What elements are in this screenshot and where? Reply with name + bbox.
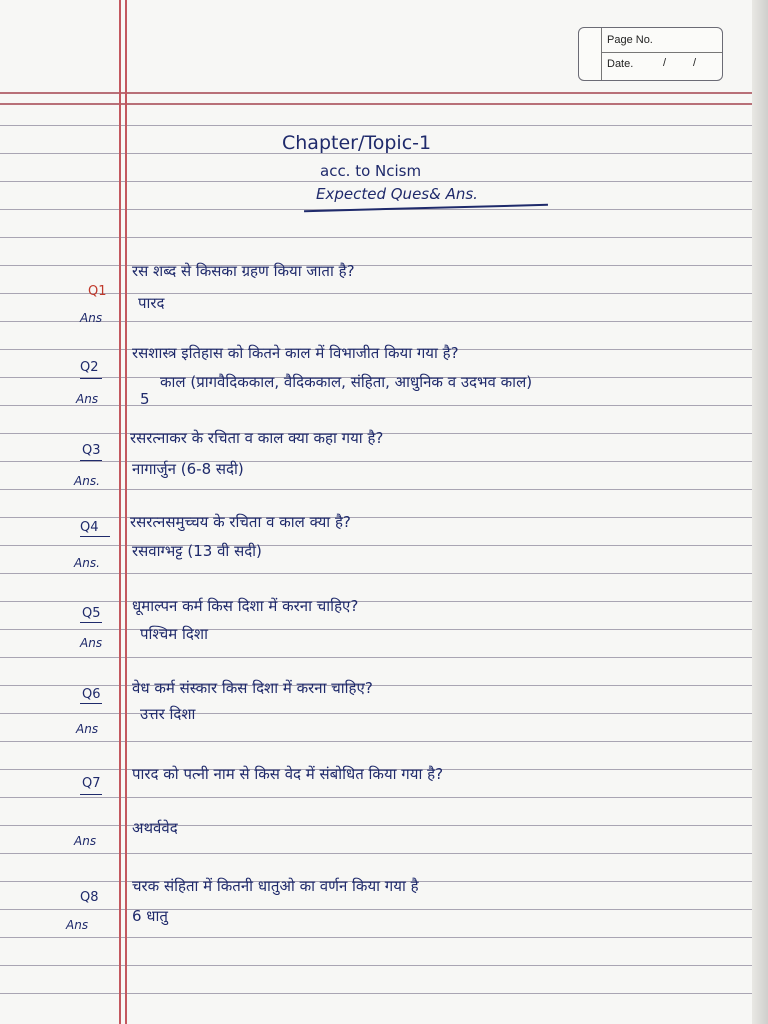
question-label: Q3 bbox=[82, 443, 101, 458]
ruled-line bbox=[0, 92, 754, 94]
ruled-line bbox=[0, 573, 754, 574]
ruled-line bbox=[0, 293, 754, 294]
ruled-line bbox=[0, 657, 754, 658]
question-text: पारद को पत्नी नाम से किस वेद में संबोधित किया गया है? bbox=[132, 765, 444, 783]
ruled-line bbox=[0, 489, 754, 490]
ruled-line bbox=[0, 909, 754, 910]
answer-text: रसवाग्भट्ट (13 वी सदी) bbox=[132, 542, 262, 560]
ruled-line bbox=[0, 825, 754, 826]
question-label: Q7 bbox=[82, 776, 101, 791]
margin-line-right bbox=[125, 0, 127, 1024]
ruled-line bbox=[0, 405, 754, 406]
ruled-line bbox=[0, 181, 754, 182]
ruled-line bbox=[0, 237, 754, 238]
ruled-line bbox=[0, 545, 754, 546]
question-label: Q5 bbox=[82, 606, 101, 621]
ruled-line bbox=[0, 685, 754, 686]
question-text: चरक संहिता में कितनी धातुओ का वर्णन किया गया है bbox=[132, 877, 419, 895]
page-number-box bbox=[578, 27, 723, 81]
answer-label: Ans bbox=[80, 636, 103, 650]
question-label: Q8 bbox=[80, 890, 99, 905]
ruled-line bbox=[0, 713, 754, 714]
question-text: रसरत्नसमुच्चय के रचिता व काल क्या है? bbox=[130, 513, 351, 531]
ruled-line bbox=[0, 265, 754, 266]
answer-label: Ans bbox=[80, 311, 103, 325]
ruled-line bbox=[0, 629, 754, 630]
answer-label: Ans bbox=[74, 834, 97, 848]
ruled-line bbox=[0, 797, 754, 798]
page-edge bbox=[752, 0, 768, 1024]
page-no-label: Page No. bbox=[607, 34, 653, 46]
page-subtitle: acc. to Ncism bbox=[320, 162, 422, 180]
date-label: Date. bbox=[607, 58, 634, 70]
ruled-line bbox=[0, 965, 754, 966]
answer-label: Ans. bbox=[74, 474, 100, 488]
answer-label: Ans bbox=[66, 918, 89, 932]
question-text: धूमाल्पन कर्म किस दिशा में करना चाहिए? bbox=[132, 597, 359, 615]
question-label: Q6 bbox=[82, 687, 101, 702]
ruled-line bbox=[0, 853, 754, 854]
ruled-line bbox=[0, 321, 754, 322]
question-text: रस शब्द से किसका ग्रहण किया जाता है? bbox=[132, 262, 355, 280]
answer-text: पश्चिम दिशा bbox=[140, 625, 208, 643]
ruled-line bbox=[0, 103, 754, 105]
answer-label: Ans. bbox=[74, 556, 100, 570]
answer-label: Ans bbox=[76, 722, 99, 736]
answer-text: अथर्ववेद bbox=[132, 819, 178, 837]
answer-text: नागार्जुन (6-8 सदी) bbox=[132, 460, 244, 478]
ruled-line bbox=[0, 937, 754, 938]
question-label: Q1 bbox=[88, 284, 107, 299]
answer-label: Ans bbox=[76, 392, 99, 406]
question-text: वेध कर्म संस्कार किस दिशा में करना चाहिए? bbox=[132, 679, 373, 697]
date-separator: / bbox=[663, 57, 667, 69]
answer-text: काल (प्रागवैदिककाल, वैदिककाल, संहिता, आधुनिक व उदभव काल) bbox=[160, 373, 533, 391]
answer-number: 5 bbox=[140, 390, 150, 408]
page-heading-expected: Expected Ques& Ans. bbox=[316, 185, 478, 203]
ruled-line bbox=[0, 601, 754, 602]
ruled-line bbox=[0, 461, 754, 462]
answer-text: उत्तर दिशा bbox=[140, 705, 196, 723]
margin-line-left bbox=[119, 0, 121, 1024]
date-separator: / bbox=[693, 57, 697, 69]
question-label: Q4 bbox=[80, 520, 99, 535]
ruled-line bbox=[0, 125, 754, 126]
answer-text: पारद bbox=[138, 294, 165, 312]
ruled-line bbox=[0, 741, 754, 742]
ruled-line bbox=[0, 993, 754, 994]
ruled-line bbox=[0, 517, 754, 518]
question-text: रसशास्त्र इतिहास को कितने काल में विभाजीत किया गया है? bbox=[132, 344, 459, 362]
page-title: Chapter/Topic-1 bbox=[282, 132, 432, 154]
answer-text: 6 धातु bbox=[132, 907, 168, 925]
question-label: Q2 bbox=[80, 360, 99, 375]
heading-underline bbox=[304, 204, 548, 212]
question-text: रसरत्नाकर के रचिता व काल क्या कहा गया है? bbox=[130, 429, 384, 447]
